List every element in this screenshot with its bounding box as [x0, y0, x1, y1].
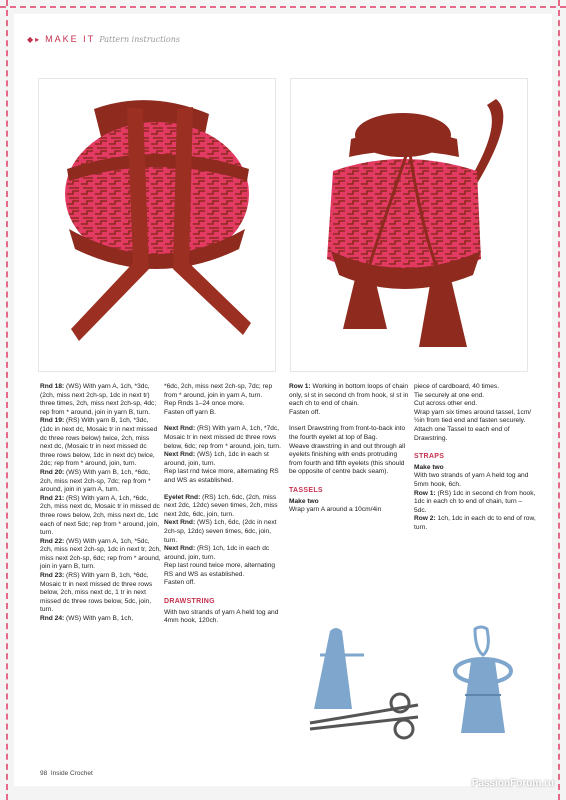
tassels-subheading: Make two: [289, 497, 319, 505]
tassel-step-2: Tie securely at one end.: [414, 391, 485, 399]
rnd-18: Rnd 18: (WS) With yarn A, 1ch, *3dc, (2ch, miss next 2ch-sp, 1dc in next tr) three times, 2ch, miss next 2ch-sp, 4dc; rep from * around, join in yarn B, turn.: [40, 383, 157, 416]
fasten-off-b: Fasten off yarn B.: [164, 408, 216, 416]
straps-heading: STRAPS: [414, 453, 445, 461]
text-column-2: [164, 383, 286, 626]
next-rnd-3: Next Rnd: (WS) 1ch, 6dc, (2dc in next 2ch-sp, 12dc) seven times, 6dc, join, turn.: [164, 519, 277, 544]
rnd-19: Rnd 19: (RS) With yarn B, 1ch, *3dc, (1dc in next dc, Mosaic tr in next missed dc three rows below) twice, 2ch, miss next dc, (Mosaic tr in next missed dc three rows below, 1dc in next dc) twice, 2dc; rep from * around, join, turn.: [40, 417, 158, 468]
make-it-label: MAKE IT: [45, 34, 96, 44]
rnd-20: Rnd 20: (WS) With yarn B, 1ch, *6dc, 2ch, miss next 2ch-sp, 7dc; rep from * around, join in yarn A, turn.: [40, 468, 151, 494]
straps-row-2: Row 2: 1ch, 1dc in each dc to end of row, turn.: [414, 515, 536, 531]
straps-row-1: Row 1: (RS) 1dc in second ch from hook, 1dc in each ch to end of chain, turn – 5dc.: [414, 489, 536, 514]
page-footer: [40, 770, 93, 777]
scissors-icon: [300, 625, 422, 745]
rnd-23: Rnd 23: (RS) With yarn B, 1ch, *6dc, Mosaic tr in next missed dc three rows below, 2ch, miss next dc, 1 tr in next missed dc three rows below, 5dc, join, turn.: [40, 572, 153, 614]
straps-intro: With two strands of yarn A held tog and 5mm hook, 6ch.: [414, 472, 529, 488]
text-column-3: [289, 383, 411, 515]
subtitle-label: Pattern instructions: [99, 35, 180, 44]
tassel-step-5: Attach one Tassel to each end of Drawstring.: [414, 425, 510, 442]
row-1: Row 1: Working in bottom loops of chain only, sl st in second ch from hook, sl st in each ch to end of chain.: [289, 383, 409, 408]
tassel-step-3: Cut across other end.: [414, 400, 478, 408]
tassels-heading: TASSELS: [289, 486, 323, 494]
tassel-step-4: Wrap yarn six times around tassel, 1cm/½in from tied end and fasten securely.: [414, 408, 532, 425]
tassels-text: Wrap yarn A around a 10cm/4in: [289, 506, 382, 514]
double-arrow-icon: ◆▸: [27, 35, 42, 44]
page-border-left: [0, 0, 8, 800]
rnd-21: Rnd 21: (RS) With yarn A, 1ch, *6dc, 2ch, miss next dc, Mosaic tr in missed dc three rows below, 2ch, miss next dc, 1dc each of next 5dc; rep from * around, join, turn.: [40, 494, 160, 537]
photo-drawstring-bag: [290, 78, 528, 372]
tassel-illustration: [435, 625, 557, 745]
drawstring-bag-illustration: [291, 79, 527, 371]
tassel-step-1: piece of cardboard, 40 times.: [414, 383, 500, 390]
straps-subheading: Make two: [414, 463, 444, 471]
watermark: PassionForum.ru: [471, 778, 554, 789]
page-border-right: [558, 0, 566, 800]
repeat-last-2: Rep last round twice more, alternating RS and WS as established.: [164, 562, 276, 578]
repeat-note: Rep Rnds 1–24 once more.: [164, 400, 245, 408]
next-rnd-4: Next Rnd: (RS) 1ch, 1dc in each dc around, join, turn.: [164, 545, 270, 561]
section-header: [27, 34, 180, 44]
page-border-top: [0, 0, 566, 8]
rnd-22: Rnd 22: (WS) With yarn A, 1ch, *5dc, 2ch, miss next 2ch-sp, 1dc in next tr, 2ch, miss next 2ch-sp, 6dc; rep from * around, join in yarn B, turn.: [40, 537, 161, 571]
tassel-scissors-illustration: [300, 625, 422, 745]
page-number: 98: [40, 770, 48, 777]
text-column-4: [414, 383, 536, 533]
drawstring-text: With two strands of yarn A held tog and 4mm hook, 120ch.: [164, 608, 279, 625]
drawstring-heading: DRAWSTRING: [164, 598, 215, 606]
photo-backpack-back: [38, 78, 276, 372]
insert-drawstring: Insert Drawstring from front-to-back into the fourth eyelet at top of Bag.: [289, 425, 406, 441]
fasten-off-drawstring: Fasten off.: [289, 408, 321, 416]
tassel-icon: [435, 625, 535, 745]
next-rnd-2: Next Rnd: (WS) 1ch, 1dc in each st around, join, turn.: [164, 451, 269, 467]
fasten-off: Fasten off.: [164, 579, 196, 587]
weave-drawstring: Weave drawstring in and out through all eyelets finishing with ends protruding from fourth and fifth eyelets (this should be opposite of centre back seam).: [289, 442, 406, 476]
text-column-1: [40, 383, 162, 624]
rnd-24: Rnd 24: (WS) With yarn B, 1ch,: [40, 615, 134, 623]
rnd-24-cont: *6dc, 2ch, miss next 2ch-sp, 7dc; rep from * around, join in yarn A, turn.: [164, 383, 273, 399]
magazine-name: Inside Crochet: [50, 770, 93, 777]
backpack-back-illustration: [39, 79, 275, 371]
repeat-last: Rep last rnd twice more, alternating RS and WS as established.: [164, 468, 279, 484]
next-rnd-1: Next Rnd: (RS) With yarn A, 1ch, *7dc, Mosaic tr in next missed dc three rows below, 6dc; rep from * around, join, turn.: [164, 425, 281, 450]
eyelet-rnd: Eyelet Rnd: (RS) 1ch, 6dc, (2ch, miss next 2dc, 12dc) seven times, 2ch, miss next 2dc, 6dc, join, turn.: [164, 493, 278, 518]
